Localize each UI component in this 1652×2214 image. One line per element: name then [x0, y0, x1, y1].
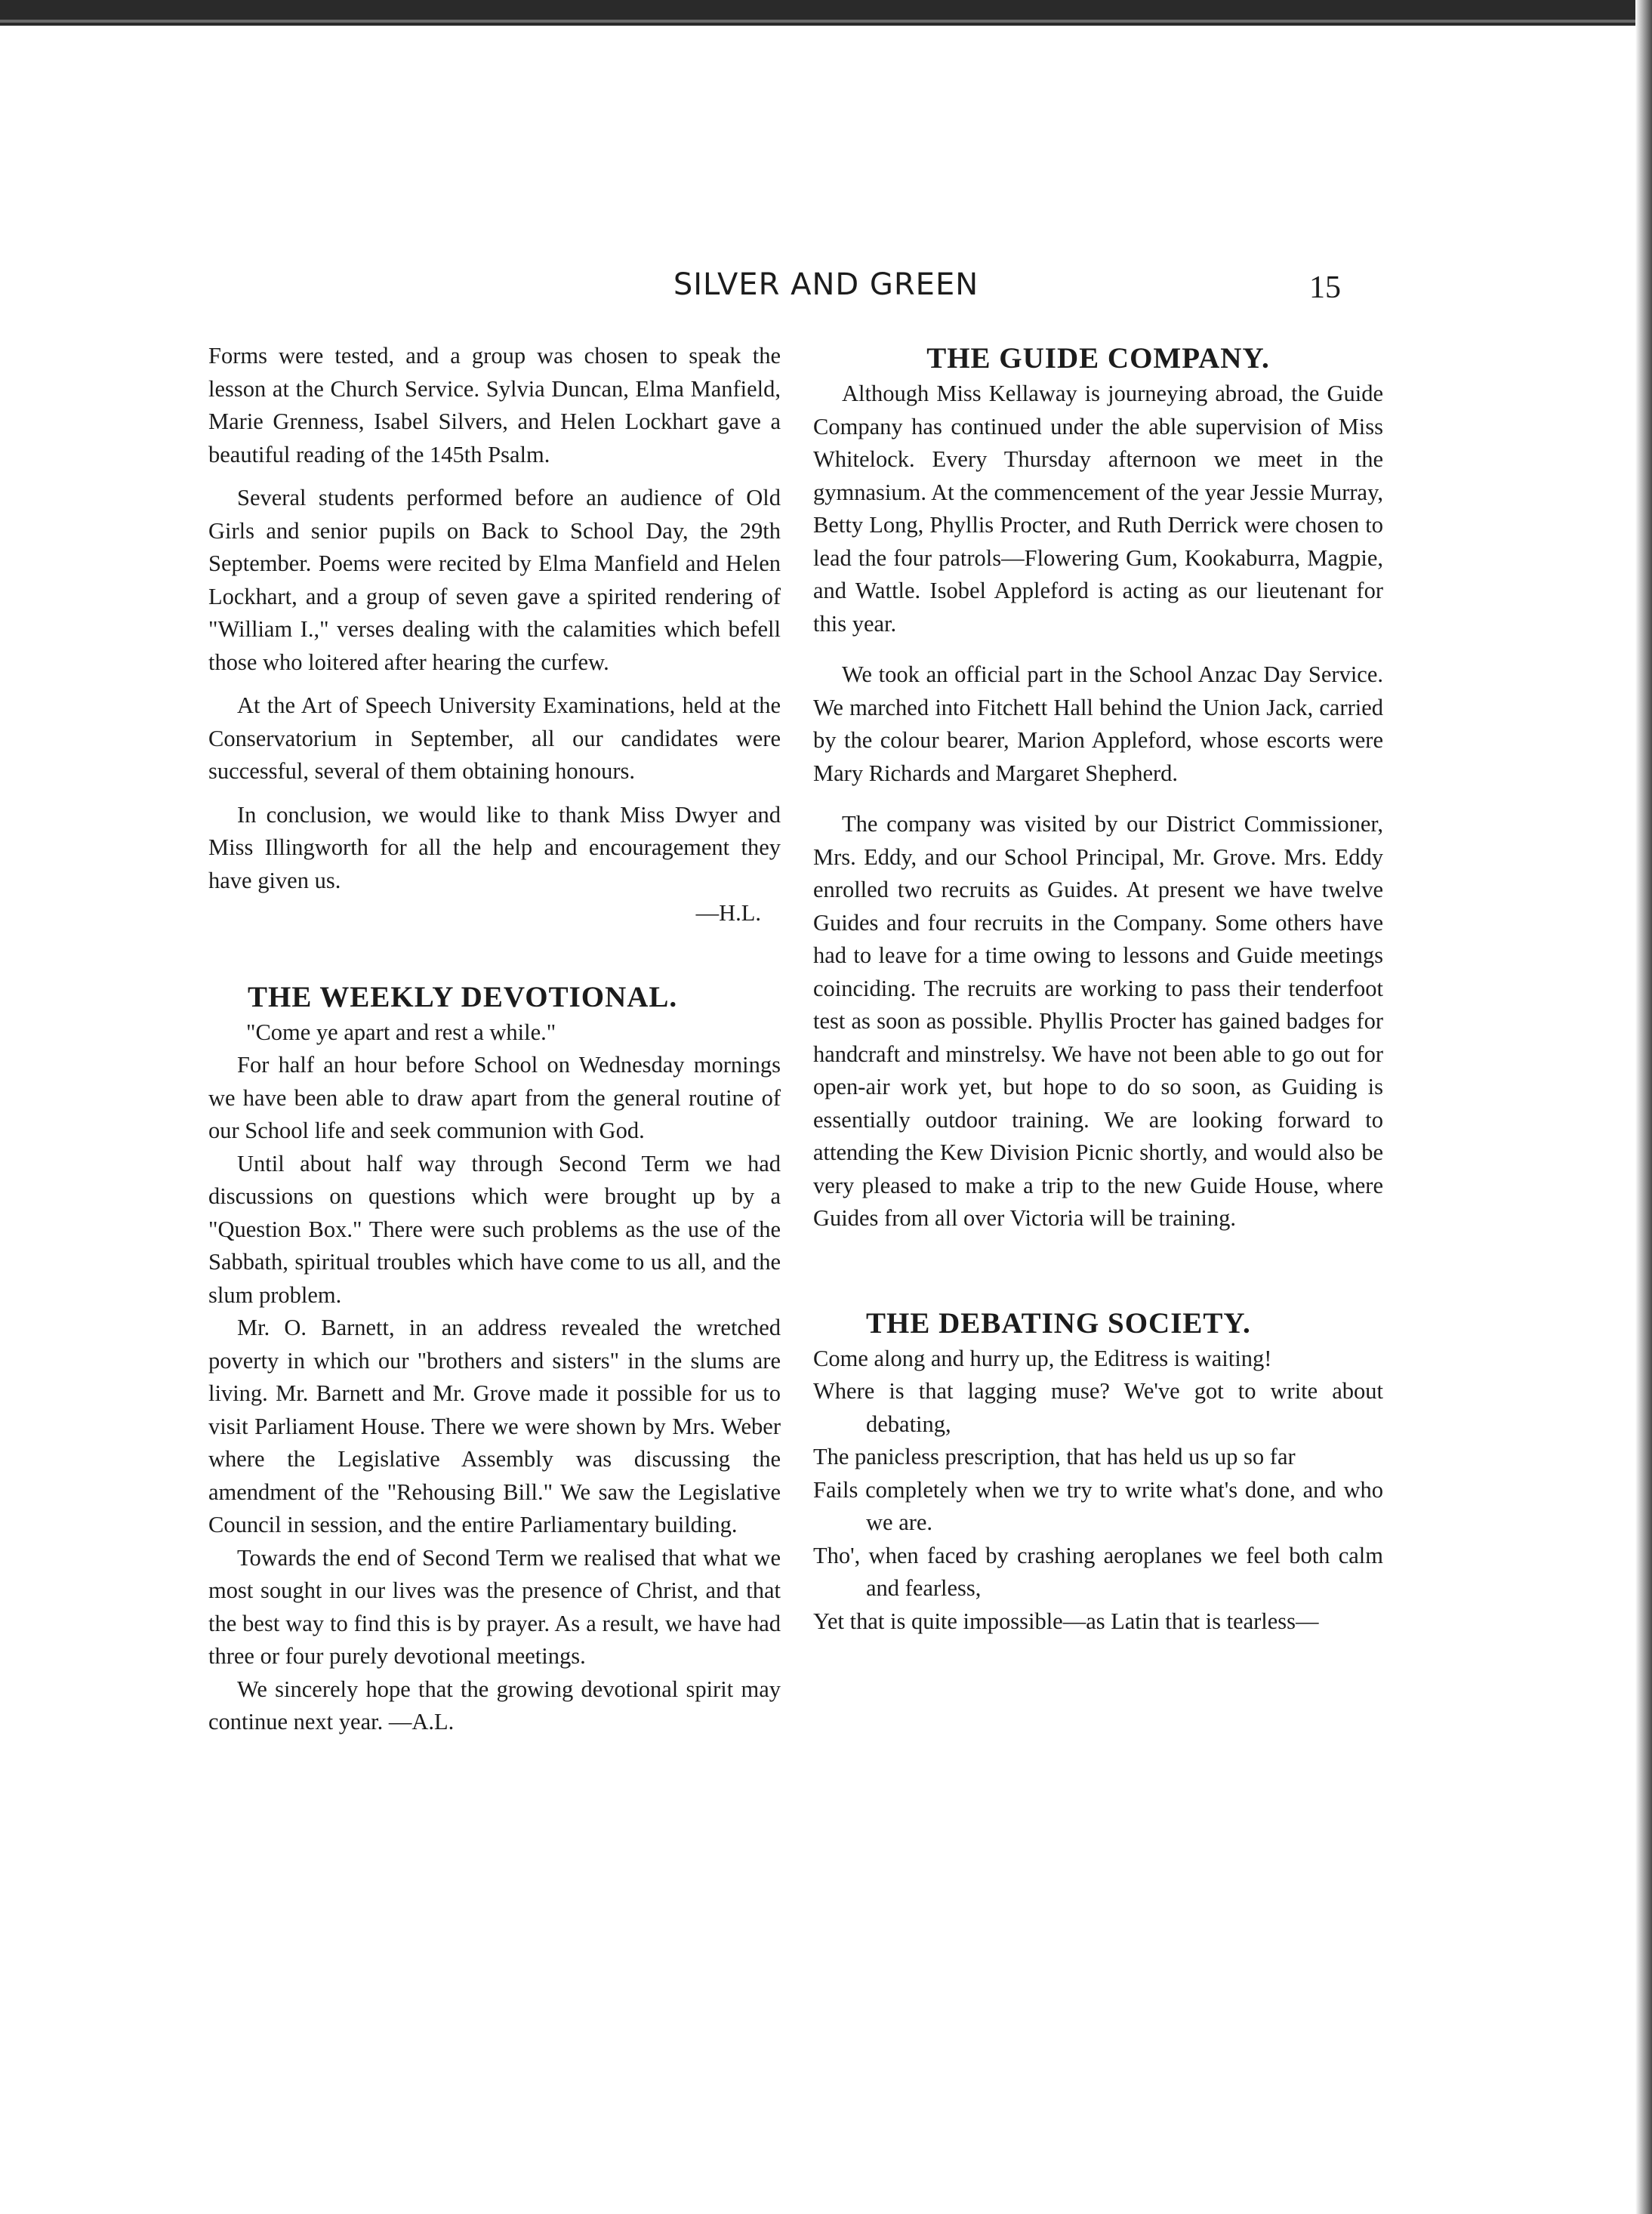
guides-paragraph-2: We took an official part in the School Anzac Day Service. We marched into Fitchett Hall behind the Union Jack, carried by the colour bearer, Marion Appleford, whose escorts were Mary Richards and Margaret Shepherd. — [813, 661, 1383, 786]
debating-heading: THE DEBATING SOCIETY. — [866, 1306, 1251, 1340]
verse-line-4: Fails completely when we try to write what's done, and who we are. — [813, 1476, 1383, 1535]
top-scan-border-inner — [0, 20, 1652, 23]
debating-verse — [813, 1343, 1383, 1639]
verse-line-2: Where is that lagging muse? We've got to write about debating, — [813, 1378, 1383, 1437]
devotional-paragraph-2: Until about half way through Second Term we had discussions on questions which were brought up by a "Question Box." There were such problems as the use of the Sabbath, spiritual troubles which have come to us all, and the slum problem. — [208, 1150, 781, 1308]
right-scan-edge — [1635, 0, 1652, 2214]
devotional-paragraph-1: For half an hour before School on Wednesday mornings we have been able to draw apart from the general routine of our School life and seek communion with God. — [208, 1052, 781, 1143]
verse-line-5: Tho', when faced by crashing aeroplanes we feel both calm and fearless, — [813, 1542, 1383, 1601]
devotional-paragraph-4: Towards the end of Second Term we realised that what we most sought in our lives was the presence of Christ, and that the best way to find this is by prayer. As a result, we have had three or four purely devotional meetings. — [208, 1544, 781, 1669]
speech-paragraph-4: In conclusion, we would like to thank Miss Dwyer and Miss Illingworth for all the help and encouragement they have given us. — [208, 801, 781, 893]
speech-paragraph-1: Forms were tested, and a group was chosen to speak the lesson at the Church Service. Sylvia Duncan, Elma Manfield, Marie Grenness, Isabel Silvers, and Helen Lockhart gave a beautiful reading of the 145th Psalm. — [208, 343, 781, 467]
guides-heading: THE GUIDE COMPANY. — [926, 342, 1270, 375]
speech-signature: —H.L. — [695, 900, 761, 926]
devotional-motto: "Come ye apart and rest a while." — [246, 1019, 556, 1045]
speech-paragraph-3: At the Art of Speech University Examinations, held at the Conservatorium in September, all our candidates were successful, several of them obtaining honours. — [208, 692, 781, 784]
left-column — [208, 340, 781, 1739]
running-title: SILVER AND GREEN — [673, 267, 979, 302]
devotional-paragraph-5: We sincerely hope that the growing devotional spirit may continue next year. —A.L. — [208, 1676, 781, 1735]
verse-line-1: Come along and hurry up, the Editress is waiting! — [813, 1345, 1272, 1371]
verse-line-3: The panicless prescription, that has held us up so far — [813, 1444, 1296, 1469]
devotional-heading: THE WEEKLY DEVOTIONAL. — [248, 980, 678, 1013]
speech-paragraph-2: Several students performed before an audience of Old Girls and senior pupils on Back to School Day, the 29th September. Poems were recited by Elma Manfield and Helen Lockhart, and a group of seven gave a spirited rendering of "William I.," verses dealing with the calamities which befell those who loitered after hearing the curfew. — [208, 485, 781, 675]
guides-paragraph-3: The company was visited by our District Commissioner, Mrs. Eddy, and our School Principal, Mr. Grove. Mrs. Eddy enrolled two recruits as Guides. At present we have twelve Guides and four recruits in the Company. Some others have had to leave for a time owing to lessons and Guide meetings coinciding. The recruits are working to pass their tenderfoot test as soon as possible. Phyllis Procter has gained badges for handcraft and minstrelsy. We have not been able to go out for open-air work yet, but hope to do so soon, as Guiding is essentially outdoor training. We are looking forward to attending the Kew Division Picnic shortly, and would also be very pleased to make a trip to the new Guide House, where Guides from all over Victoria will be training. — [813, 811, 1383, 1231]
devotional-paragraph-3: Mr. O. Barnett, in an address revealed the wretched poverty in which our "brothers and sisters" in the slums are living. Mr. Barnett and Mr. Grove made it possible for us to visit Parliament House. There we were shown by Mrs. Weber where the Legislative Assembly was discussing the amendment of the "Rehousing Bill." We saw the Legislative Council in session, and the entire Parliamentary building. — [208, 1315, 781, 1537]
right-column — [813, 340, 1383, 1638]
guides-paragraph-1: Although Miss Kellaway is journeying abroad, the Guide Company has continued under the able supervision of Miss Whitelock. Every Thursday afternoon we meet in the gymnasium. At the commencement of the year Jessie Murray, Betty Long, Phyllis Procter, and Ruth Derrick were chosen to lead the four patrols—Flowering Gum, Kookaburra, Magpie, and Wattle. Isobel Appleford is acting as our lieutenant for this year. — [813, 381, 1383, 637]
page-number: 15 — [1309, 270, 1341, 305]
verse-line-6: Yet that is quite impossible—as Latin that is tearless— — [813, 1608, 1319, 1634]
